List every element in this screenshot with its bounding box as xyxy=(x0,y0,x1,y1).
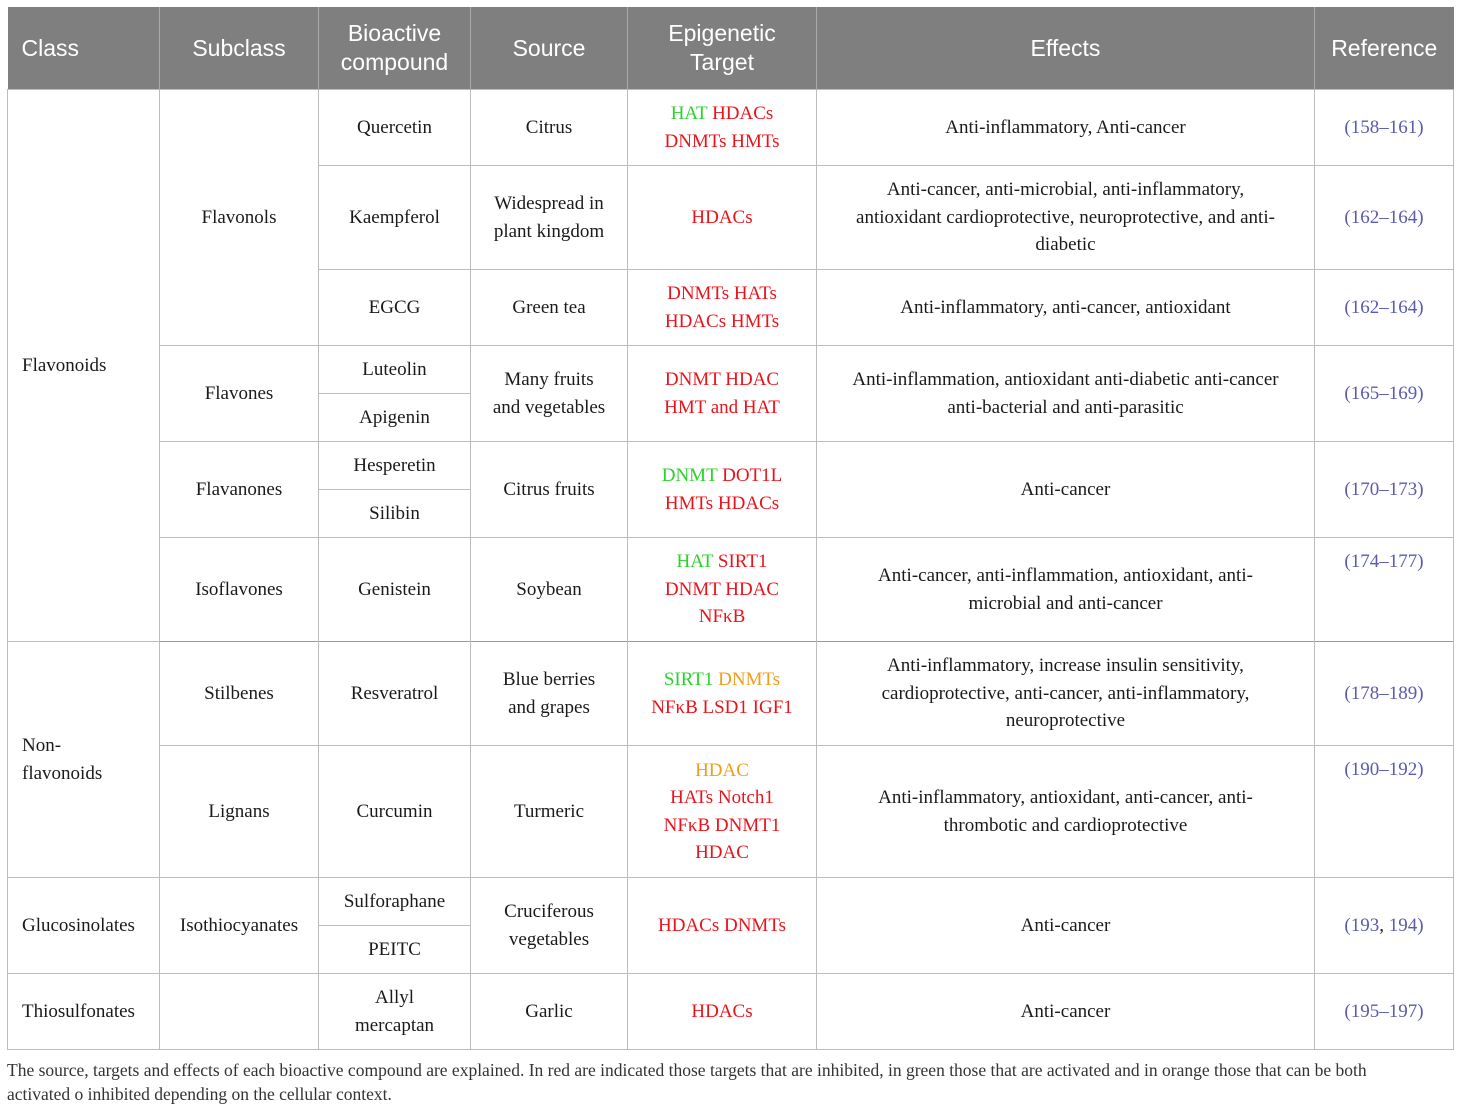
reference-link[interactable]: 158–161 xyxy=(1350,116,1418,138)
target-inhibited: SIRT1 xyxy=(717,551,768,573)
subclass-lignans: Lignans xyxy=(160,746,319,878)
table-row xyxy=(8,346,1454,394)
table-row xyxy=(8,642,1454,746)
class-glucosinolates: Glucosinolates xyxy=(8,878,160,974)
target-inhibited: DNMT1 xyxy=(714,814,781,836)
source-cell: Cruciferous vegetables xyxy=(471,878,628,974)
bioactive-compounds-table xyxy=(7,7,1454,1050)
effects-cell: Anti-cancer xyxy=(817,442,1315,538)
target-inhibited: HDAC xyxy=(725,369,780,390)
effects-cell: Anti-inflammatory, anti-cancer, antioxidant xyxy=(817,270,1315,346)
target-cell xyxy=(628,270,817,346)
subclass-stilbenes: Stilbenes xyxy=(160,642,319,746)
target-inhibited: HDAC xyxy=(725,578,780,600)
target-inhibited: HMTs xyxy=(664,492,714,514)
target-inhibited: DNMT xyxy=(664,369,721,390)
target-cell xyxy=(628,442,817,538)
target-inhibited: NFκB xyxy=(663,814,711,836)
target-inhibited: DOT1L xyxy=(722,465,783,486)
target-cell xyxy=(628,538,817,642)
source-cell: Turmeric xyxy=(471,746,628,878)
source-cell: Widespread in plant kingdom xyxy=(471,166,628,270)
target-cell xyxy=(628,746,817,878)
target-inhibited: HMTs xyxy=(731,130,780,152)
reference-cell: (162–164) xyxy=(1315,166,1454,270)
table-row xyxy=(8,746,1454,878)
subclass-isoflavones: Isoflavones xyxy=(160,538,319,642)
reference-link[interactable]: 195–197 xyxy=(1350,1000,1418,1022)
target-inhibited: DNMT xyxy=(664,578,721,600)
compound-luteolin: Luteolin xyxy=(319,346,471,394)
subclass-flavones: Flavones xyxy=(160,346,319,442)
header-bioactive-compound: Bioactive compound xyxy=(319,7,471,90)
compound-resveratrol: Resveratrol xyxy=(319,642,471,746)
effects-cell: Anti-inflammatory, increase insulin sensitivity, cardioprotective, anti-cancer, anti-inflammatory, neuroprotective xyxy=(817,642,1315,746)
table-row xyxy=(8,442,1454,490)
subclass-flavanones: Flavanones xyxy=(160,442,319,538)
target-inhibited: HDACs xyxy=(717,492,780,514)
target-cell xyxy=(628,878,817,974)
compound-peitc: PEITC xyxy=(319,926,471,974)
source-cell: Many fruits and vegetables xyxy=(471,346,628,442)
reference-cell: (165–169) xyxy=(1315,346,1454,442)
header-effects: Effects xyxy=(817,7,1315,90)
target-inhibited: DNMTs xyxy=(664,130,727,152)
reference-link[interactable]: 190–192 xyxy=(1350,759,1418,780)
compound-hesperetin: Hesperetin xyxy=(319,442,471,490)
effects-cell: Anti-inflammatory, antioxidant, anti-cancer, anti- thrombotic and cardioprotective xyxy=(817,746,1315,878)
source-cell: Soybean xyxy=(471,538,628,642)
effects-cell: Anti-inflammatory, Anti-cancer xyxy=(817,90,1315,166)
target-context-dependent: HDAC xyxy=(695,759,749,781)
table-row xyxy=(8,878,1454,926)
effects-cell: Anti-cancer, anti-inflammation, antioxidant, anti- microbial and anti-cancer xyxy=(817,538,1315,642)
target-inhibited: Notch1 xyxy=(717,787,774,808)
target-inhibited: HDACs xyxy=(691,206,753,228)
reference-cell: (158–161) xyxy=(1315,90,1454,166)
reference-link[interactable]: 193 xyxy=(1350,914,1380,936)
header-subclass: Subclass xyxy=(160,7,319,90)
source-cell: Citrus xyxy=(471,90,628,166)
header-reference: Reference xyxy=(1315,7,1454,90)
target-cell xyxy=(628,90,817,166)
table-row xyxy=(8,538,1454,642)
source-cell: Green tea xyxy=(471,270,628,346)
compound-kaempferol: Kaempferol xyxy=(319,166,471,270)
target-inhibited: HMT and HAT xyxy=(664,396,780,418)
target-activated: HAT xyxy=(676,551,714,573)
reference-cell: (193, 194) xyxy=(1315,878,1454,974)
compound-silibin: Silibin xyxy=(319,490,471,538)
reference-link[interactable]: 170–173 xyxy=(1350,478,1418,500)
compound-sulforaphane: Sulforaphane xyxy=(319,878,471,926)
target-cell xyxy=(628,974,817,1050)
target-context-dependent: DNMTs xyxy=(718,669,781,690)
reference-cell: (190–192) xyxy=(1315,746,1454,878)
header-source: Source xyxy=(471,7,628,90)
reference-link[interactable]: 178–189 xyxy=(1350,682,1418,704)
reference-cell: (178–189) xyxy=(1315,642,1454,746)
table-row xyxy=(8,90,1454,166)
class-non-flavonoids: Non- flavonoids xyxy=(8,642,160,878)
reference-cell: (195–197) xyxy=(1315,974,1454,1050)
target-inhibited: HDAC xyxy=(695,842,749,863)
target-inhibited: NFκB xyxy=(651,696,698,718)
target-cell xyxy=(628,642,817,746)
target-inhibited: LSD1 xyxy=(702,696,748,718)
table-row xyxy=(8,974,1454,1050)
effects-cell: Anti-cancer xyxy=(817,974,1315,1050)
target-activated: SIRT1 xyxy=(663,669,714,690)
effects-cell: Anti-cancer xyxy=(817,878,1315,974)
compound-allyl-mercaptan: Allyl mercaptan xyxy=(319,974,471,1050)
header-class: Class xyxy=(8,7,160,90)
table-footnote: The source, targets and effects of each bioactive compound are explained. In red are indicated those targets that are inhibited, in green those that are activated and in orange those that can be both activated o inhibited depending on the cellular context. xyxy=(7,1060,1367,1104)
target-inhibited: HDACs xyxy=(691,1000,753,1022)
compound-egcg: EGCG xyxy=(319,270,471,346)
compound-apigenin: Apigenin xyxy=(319,394,471,442)
target-cell xyxy=(628,166,817,270)
source-cell: Blue berries and grapes xyxy=(471,642,628,746)
reference-cell: (174–177) xyxy=(1315,538,1454,642)
target-inhibited: HDACs xyxy=(664,310,727,332)
source-cell: Citrus fruits xyxy=(471,442,628,538)
target-inhibited: DNMTs xyxy=(723,914,786,936)
reference-link[interactable]: 194 xyxy=(1388,914,1418,936)
reference-cell: (162–164) xyxy=(1315,270,1454,346)
class-thiosulfonates: Thiosulfonates xyxy=(8,974,160,1050)
reference-link[interactable]: 162–164 xyxy=(1350,296,1418,318)
subclass-empty xyxy=(160,974,319,1050)
compound-curcumin: Curcumin xyxy=(319,746,471,878)
class-flavonoids: Flavonoids xyxy=(8,90,160,642)
subclass-isothiocyanates: Isothiocyanates xyxy=(160,878,319,974)
effects-cell: Anti-inflammation, antioxidant anti-diabetic anti-cancer anti-bacterial and anti-parasitic xyxy=(817,346,1315,442)
reference-link[interactable]: 174–177 xyxy=(1350,551,1418,572)
table-figure xyxy=(7,7,1453,1106)
reference-cell: (170–173) xyxy=(1315,442,1454,538)
source-cell: Garlic xyxy=(471,974,628,1050)
target-activated: HAT xyxy=(670,103,708,124)
target-inhibited: DNMTs xyxy=(667,283,730,304)
target-inhibited: HATs xyxy=(733,283,777,304)
compound-genistein: Genistein xyxy=(319,538,471,642)
target-inhibited: HMTs xyxy=(730,310,780,332)
target-activated: DNMT xyxy=(661,465,718,486)
target-inhibited: HATs xyxy=(670,787,714,808)
target-inhibited: HDACs xyxy=(712,103,774,124)
target-inhibited: HDACs xyxy=(658,914,720,936)
reference-link[interactable]: 162–164 xyxy=(1350,206,1418,228)
header-epigenetic-target: Epigenetic Target xyxy=(628,7,817,90)
target-inhibited: NFκB xyxy=(698,606,746,628)
reference-link[interactable]: 165–169 xyxy=(1350,382,1418,404)
subclass-flavonols: Flavonols xyxy=(160,90,319,346)
compound-quercetin: Quercetin xyxy=(319,90,471,166)
effects-cell: Anti-cancer, anti-microbial, anti-inflammatory, antioxidant cardioprotective, neuroprotective, and anti- diabetic xyxy=(817,166,1315,270)
target-cell xyxy=(628,346,817,442)
target-inhibited: IGF1 xyxy=(752,696,793,718)
header-row xyxy=(8,7,1454,90)
